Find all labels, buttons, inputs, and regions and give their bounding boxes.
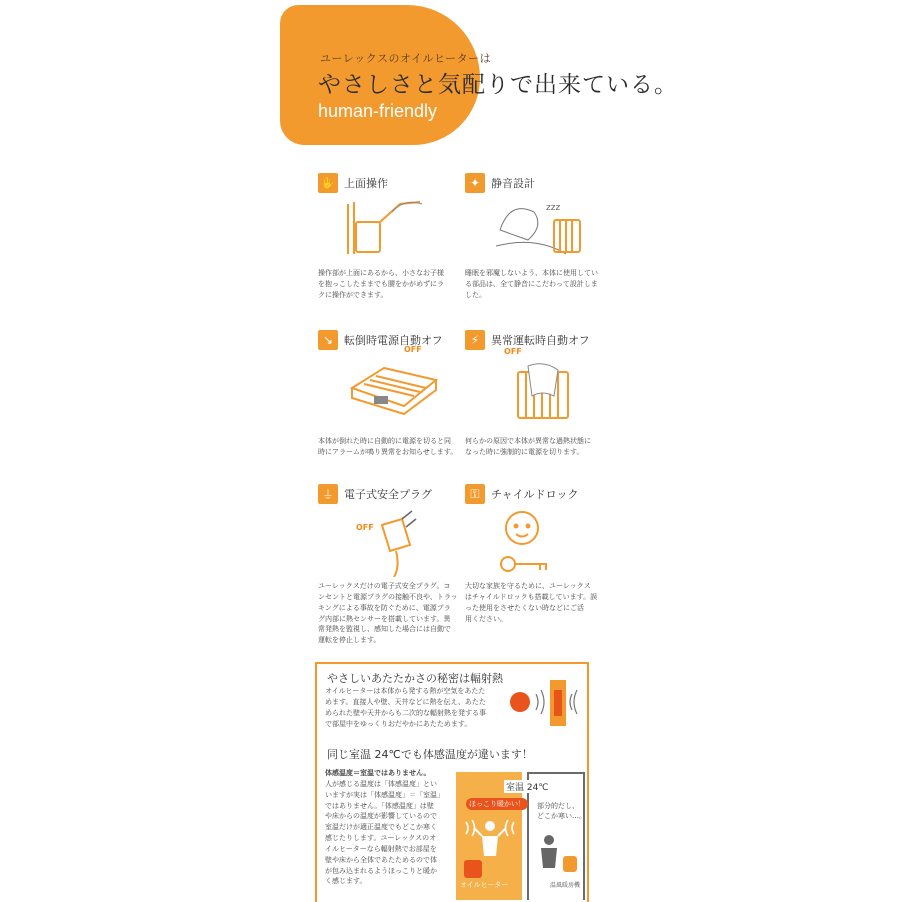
feature-quiet-desc: 睡眠を邪魔しないよう、本体に使用してい る部品は、全て静音にこだわって設計しま した。 bbox=[465, 269, 598, 299]
plug-icon: ⏚ bbox=[318, 484, 338, 504]
panel-title: やさしいあたたかさの秘密は輻射熱 bbox=[327, 672, 503, 685]
sleeping-child-illustration bbox=[490, 190, 590, 262]
child-and-key-illustration bbox=[496, 508, 556, 580]
top-control-illustration bbox=[340, 192, 430, 262]
panel-desc-2: 体感温度＝室温ではありません。 人が感じる温度は「体感温度」とい いますが実は「体感温度」＝「室温」 ではありません。「体感温度」は壁 や床からの温度が影響しているので 室温だけが適正温度でもどこか寒く 感じたりします。ユーレックスのオ イルヒーターなら輻射熱でお部屋を 壁や床から全体であたためるので体 が包み込まれるようほっこりと暖か く感じます。 bbox=[325, 769, 444, 886]
feature-child-lock-desc: 大切な家族を守るために、ユーレックス はチャイルドロックも搭載しています。誤 った使用をさせたくない時などにご活 用ください。 bbox=[465, 582, 598, 623]
feature-title: 電子式安全プラグ bbox=[344, 488, 432, 501]
cold-room-text: 部分的だし、 どこか寒い…。 bbox=[537, 802, 586, 820]
room-temp-label: 室温 24℃ bbox=[504, 780, 550, 793]
feature-title: 上面操作 bbox=[344, 177, 388, 190]
heater-with-towel-illustration bbox=[508, 358, 578, 428]
off-label: OFF bbox=[504, 347, 522, 356]
tip-over-off-icon: ↘ bbox=[318, 330, 338, 350]
tipped-heater-illustration bbox=[344, 358, 444, 418]
panel-subtitle: 同じ室温 24℃でも体感温度が違います！ bbox=[327, 748, 533, 761]
hero-subtitle: ユーレックスのオイルヒーターは bbox=[320, 52, 492, 65]
svg-text:zzz: zzz bbox=[546, 203, 561, 213]
feature-top-control-header bbox=[318, 173, 388, 193]
feature-top-control-desc: 操作部が上面にあるから、小さなお子様 を抱っこしたままでも腰をかがめずにラ クに操作ができます。 bbox=[318, 269, 444, 299]
warm-person-illustration bbox=[460, 812, 520, 882]
feature-abnormal-desc: 何らかの原因で本体が異常な過熱状態に なった時に強制的に電源を切ります。 bbox=[465, 437, 591, 456]
off-label: OFF bbox=[404, 345, 422, 354]
feature-safety-plug-header bbox=[318, 484, 432, 504]
feature-tip-over-header bbox=[318, 330, 443, 350]
hand-press-icon: ✋ bbox=[318, 173, 338, 193]
key-icon: ⚿ bbox=[465, 484, 485, 504]
fan-heater-caption: 温風暖房機 bbox=[550, 882, 581, 889]
plug-illustration bbox=[372, 505, 422, 577]
abnormal-off-icon: ⚡ bbox=[465, 330, 485, 350]
hero-title: やさしさと気配りで出来ている。 bbox=[318, 72, 678, 98]
sparkle-icon: ✦ bbox=[465, 173, 485, 193]
cold-person-illustration bbox=[535, 830, 581, 886]
feature-title: チャイルドロック bbox=[491, 488, 579, 501]
off-label: OFF bbox=[356, 523, 374, 532]
radiant-heat-illustration bbox=[506, 676, 582, 732]
hero-tagline: human-friendly bbox=[318, 101, 438, 121]
oil-heater-caption: オイルヒーター bbox=[460, 881, 509, 889]
feature-child-lock-header bbox=[465, 484, 578, 504]
feature-safety-plug-desc: ユーレックスだけの電子式安全プラグ。コ ンセントと電源プラグの接触不良や、トラッ キングによる事故を防ぐために、電源プラ グ内部に熱センサーを搭載しています。異 常発熱を監視し、感知した場合には自動で 運転を停止します。 bbox=[318, 582, 458, 645]
feature-title: 転倒時電源自動オフ bbox=[344, 334, 443, 347]
feature-abnormal-header bbox=[465, 330, 590, 350]
warm-bubble: ほっこり暖かい！ bbox=[466, 798, 528, 810]
feature-tip-over-desc: 本体が倒れた時に自動的に電源を切ると同 時にアラームが鳴り異常をお知らせします。 bbox=[318, 437, 458, 456]
feature-title: 異常運転時自動オフ bbox=[491, 334, 590, 347]
feature-title: 静音設計 bbox=[491, 177, 535, 190]
panel-desc: オイルヒーターは本体から発する熱が空気をあたた めます。直接人や壁、天井などに熱を伝え、あたた められた壁や天井からも二次的な輻射熱を発する事 で部屋中をゆっくりおだやかにあたためます。 bbox=[325, 687, 486, 728]
